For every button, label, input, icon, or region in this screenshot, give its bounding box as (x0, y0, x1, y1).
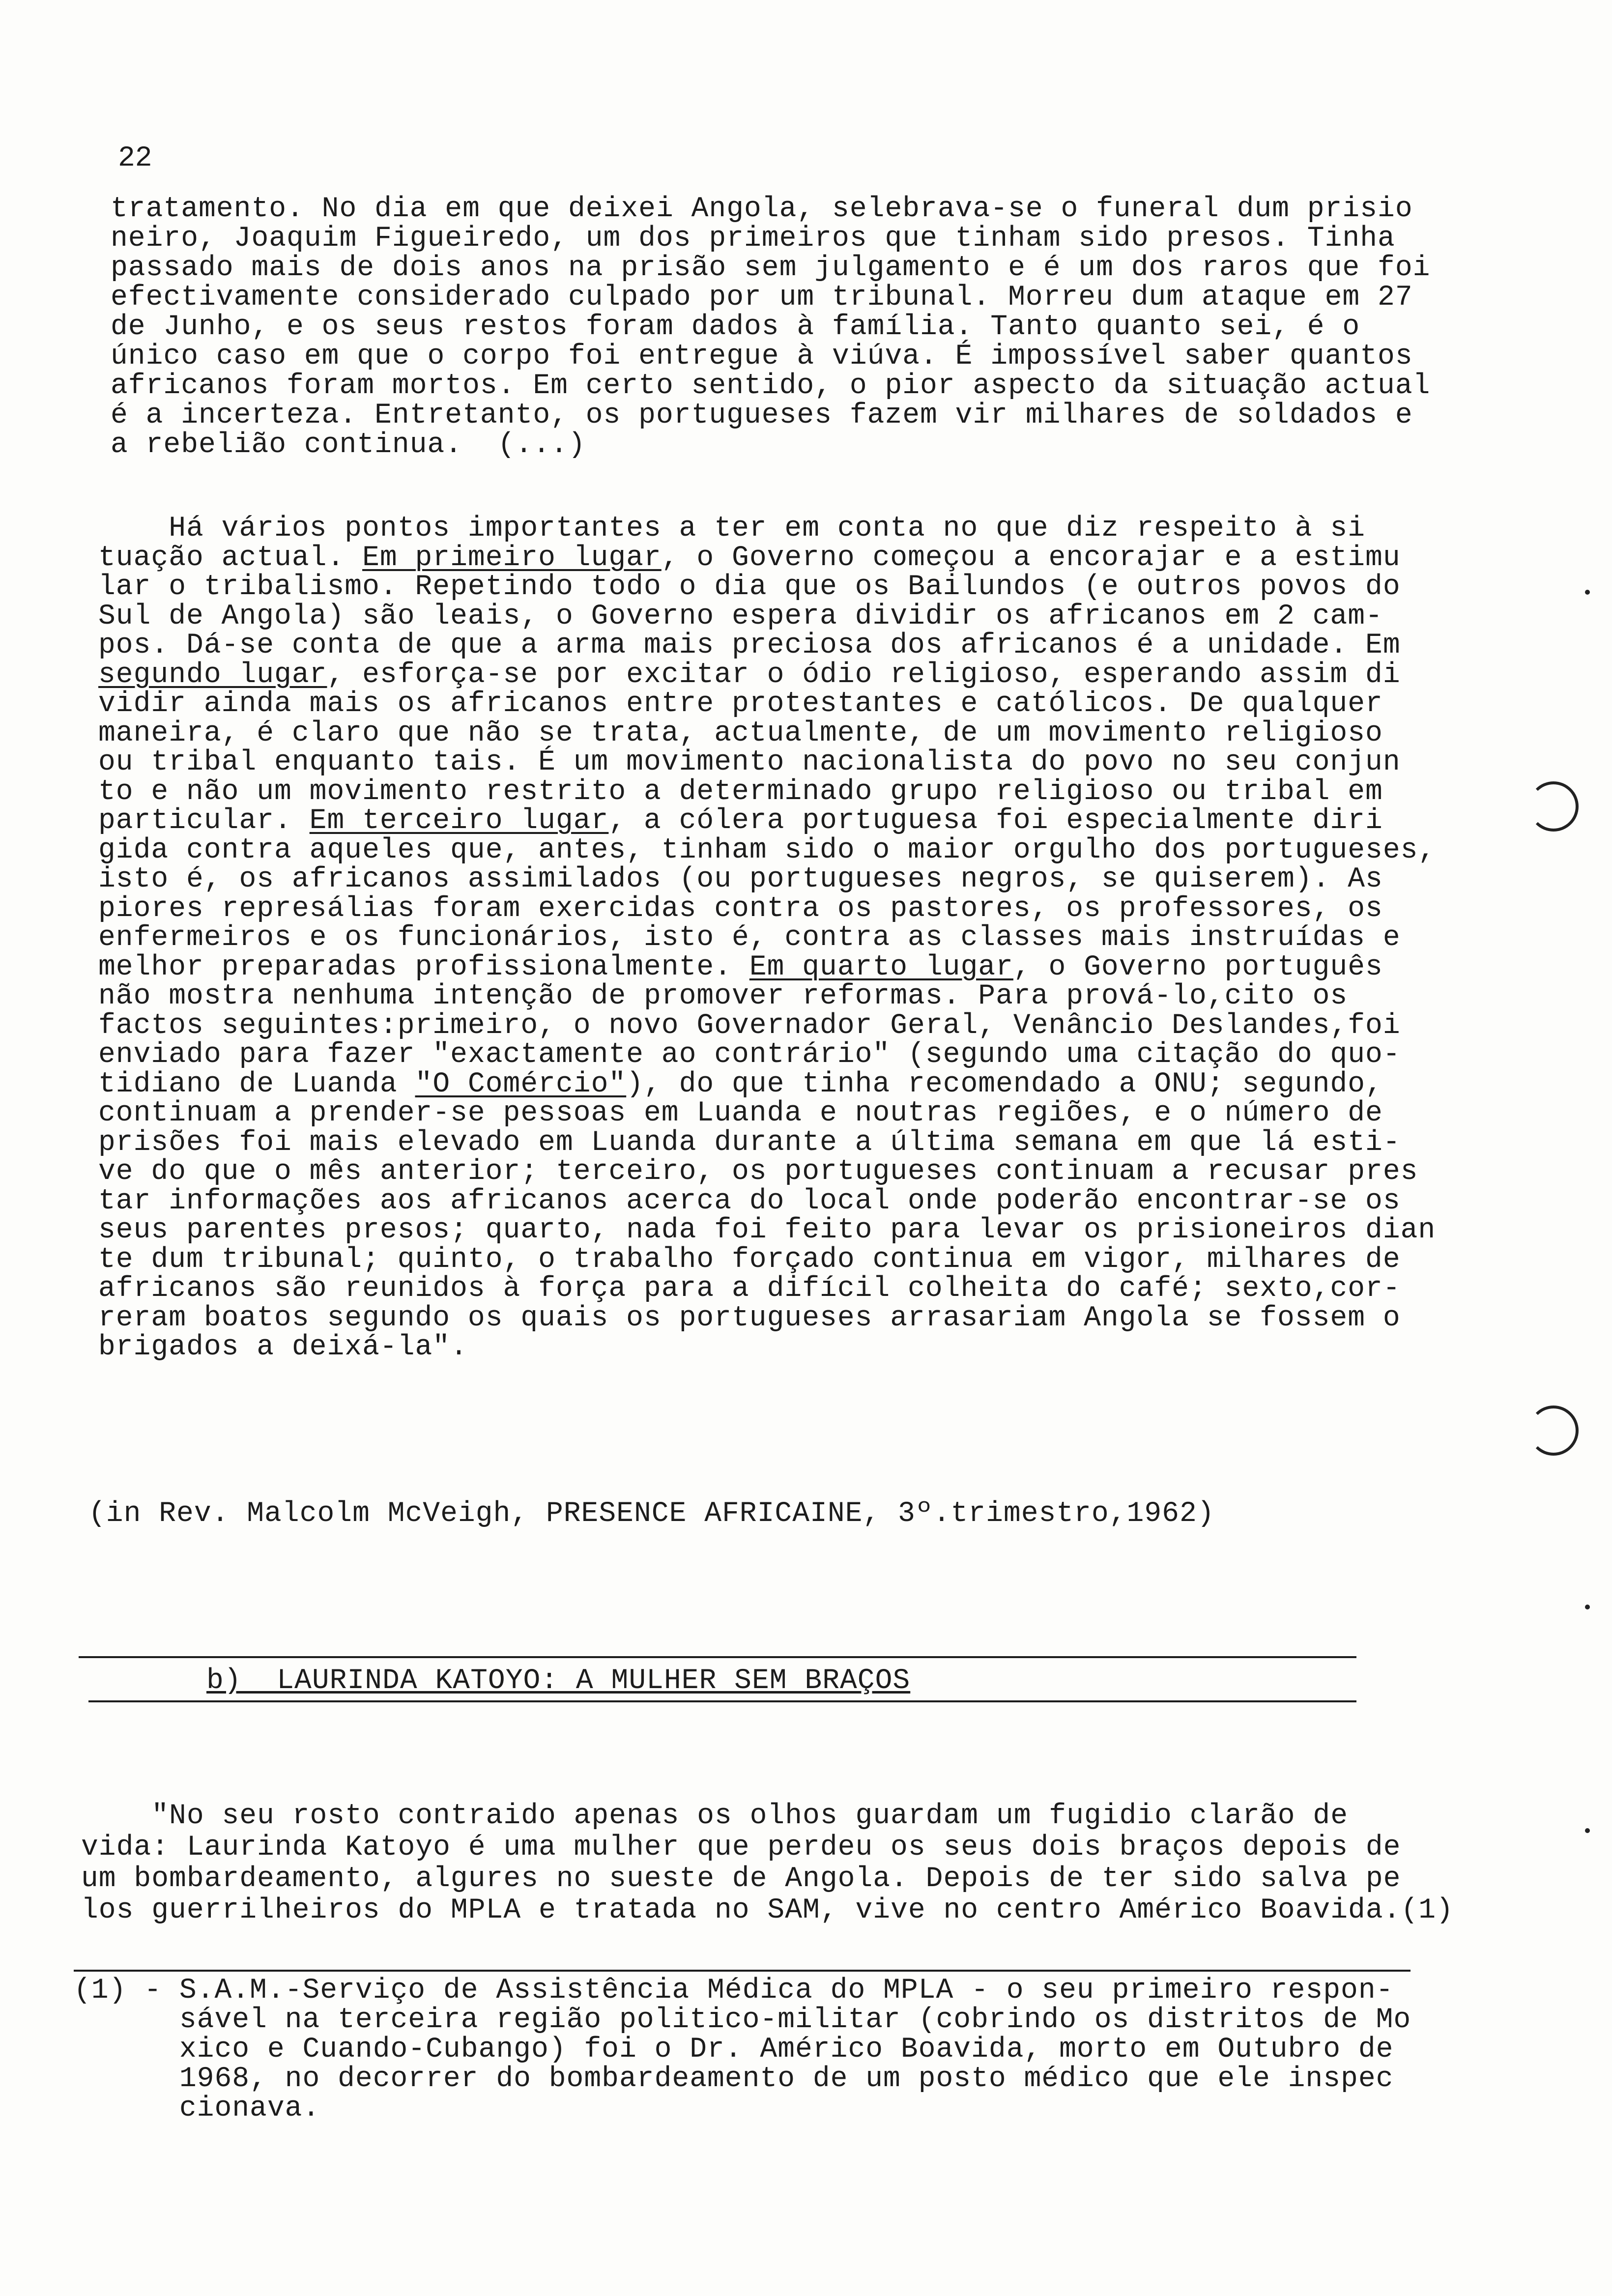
text-line: reram boatos segundo os quais os portugueses arrasariam Angola se fossem o (98, 1302, 1401, 1334)
text-line: piores represálias foram exercidas contra os pastores, os professores, os (98, 892, 1383, 925)
text-line: cionava. (74, 2093, 320, 2124)
text-line: não mostra nenhuma intenção de promover reformas. Para prová-lo,cito os (98, 980, 1348, 1012)
text-line: vidir ainda mais os africanos entre protestantes e católicos. De qualquer (98, 688, 1383, 720)
heading-rule-bottom (88, 1700, 1356, 1702)
text-line: passado mais de dois anos na prisão sem julgamento e é um dos raros que foi (111, 252, 1431, 284)
text-line: factos seguintes:primeiro, o novo Governador Geral, Venâncio Deslandes,foi (98, 1009, 1401, 1042)
heading-rule-top (79, 1656, 1356, 1658)
text-line: particular. Em terceiro lugar, a cólera portuguesa foi especialmente diri (98, 805, 1383, 837)
text-line: é a incerteza. Entretanto, os portugueses fazem vir milhares de soldados e (111, 400, 1413, 431)
text-line: maneira, é claro que não se trata, actualmente, de um movimento religioso (98, 717, 1383, 749)
text-line: africanos são reunidos à força para a difícil colheita do café; sexto,cor- (98, 1273, 1401, 1305)
punch-hole-top (1528, 781, 1579, 832)
margin-dot (1585, 1605, 1590, 1609)
text-line: 1968, no decorrer do bombardeamento de um posto médico que ele inspec (74, 2063, 1394, 2095)
text-line: xico e Cuando-Cubango) foi o Dr. Américo Boavida, morto em Outubro de (74, 2034, 1394, 2066)
margin-dot (1585, 1828, 1590, 1833)
text-line: Há vários pontos importantes a ter em conta no que diz respeito à si (98, 513, 1366, 545)
text-line: efectivamente considerado culpado por um tribunal. Morreu dum ataque em 27 (111, 282, 1413, 314)
text-line: isto é, os africanos assimilados (ou portugueses negros, se quiserem). As (98, 863, 1383, 895)
text-line: enfermeiros e os funcionários, isto é, contra as classes mais instruídas e (98, 922, 1401, 954)
footnote-rule (74, 1970, 1410, 1972)
text-line: pos. Dá-se conta de que a arma mais preciosa dos africanos é a unidade. Em (98, 630, 1401, 661)
text-line: melhor preparadas profissionalmente. Em quarto lugar, o Governo português (98, 951, 1383, 983)
section-heading: b) LAURINDA KATOYO: A MULHER SEM BRAÇOS (206, 1665, 911, 1697)
text-line: segundo lugar, esforça-se por excitar o ódio religioso, esperando assim di (98, 659, 1401, 691)
text-line: lar o tribalismo. Repetindo todo o dia que os Bailundos (e outros povos do (98, 571, 1401, 603)
text-line: enviado para fazer "exactamente ao contrário" (segundo uma citação do quo- (98, 1039, 1401, 1071)
text-line: to e não um movimento restrito a determinado grupo religioso ou tribal em (98, 775, 1383, 808)
text-line: ve do que o mês anterior; terceiro, os portugueses continuam a recusar pres (98, 1156, 1418, 1188)
text-line: neiro, Joaquim Figueiredo, um dos primeiros que tinham sido presos. Tinha (111, 223, 1395, 255)
text-line: (1) - S.A.M.-Serviço de Assistência Médica do MPLA - o seu primeiro respon- (74, 1975, 1394, 2007)
text-line: prisões foi mais elevado em Luanda durante a última semana em que lá esti- (98, 1126, 1401, 1159)
text-line: um bombardeamento, algures no sueste de Angola. Depois de ter sido salva pe (81, 1863, 1401, 1895)
text-line: sável na terceira região politico-militar (cobrindo os distritos de Mo (74, 2004, 1411, 2036)
text-line: tar informações aos africanos acerca do local onde poderão encontrar-se os (98, 1185, 1401, 1217)
text-line: africanos foram mortos. Em certo sentido, o pior aspecto da situação actual (111, 370, 1431, 402)
text-line: brigados a deixá-la". (98, 1331, 468, 1363)
text-line: los guerrilheiros do MPLA e tratada no SAM, vive no centro Américo Boavida.(1) (81, 1894, 1454, 1926)
text-line: tidiano de Luanda "O Comércio"), do que tinha recomendado a ONU; segundo, (98, 1068, 1383, 1100)
page-number: 22 (118, 143, 152, 174)
text-line: de Junho, e os seus restos foram dados à família. Tanto quanto sei, é o (111, 311, 1360, 343)
text-line: ou tribal enquanto tais. É um movimento nacionalista do povo no seu conjun (98, 746, 1401, 778)
text-line: seus parentes presos; quarto, nada foi feito para levar os prisioneiros dian (98, 1214, 1436, 1246)
punch-hole-bottom (1528, 1406, 1579, 1456)
citation: (in Rev. Malcolm McVeigh, PRESENCE AFRICAINE, 3º.trimestro,1962) (88, 1498, 1215, 1530)
text-line: a rebelião continua. (...) (111, 429, 586, 461)
text-line: único caso em que o corpo foi entregue à viúva. É impossível saber quantos (111, 341, 1413, 373)
text-line: tuação actual. Em primeiro lugar, o Governo começou a encorajar e a estimu (98, 542, 1401, 574)
text-line: te dum tribunal; quinto, o trabalho forçado continua em vigor, milhares de (98, 1243, 1401, 1276)
text-line: vida: Laurinda Katoyo é uma mulher que perdeu os seus dois braços depois de (81, 1832, 1401, 1864)
margin-dot (1585, 590, 1590, 595)
text-line: continuam a prender-se pessoas em Luanda e noutras regiões, e o número de (98, 1097, 1383, 1129)
text-line: "No seu rosto contraido apenas os olhos guardam um fugidio clarão de (81, 1800, 1349, 1832)
text-line: Sul de Angola) são leais, o Governo espera dividir os africanos em 2 cam- (98, 600, 1383, 632)
text-line: tratamento. No dia em que deixei Angola, selebrava-se o funeral dum prisio (111, 193, 1413, 225)
text-line: gida contra aqueles que, antes, tinham sido o maior orgulho dos portugueses, (98, 834, 1436, 866)
